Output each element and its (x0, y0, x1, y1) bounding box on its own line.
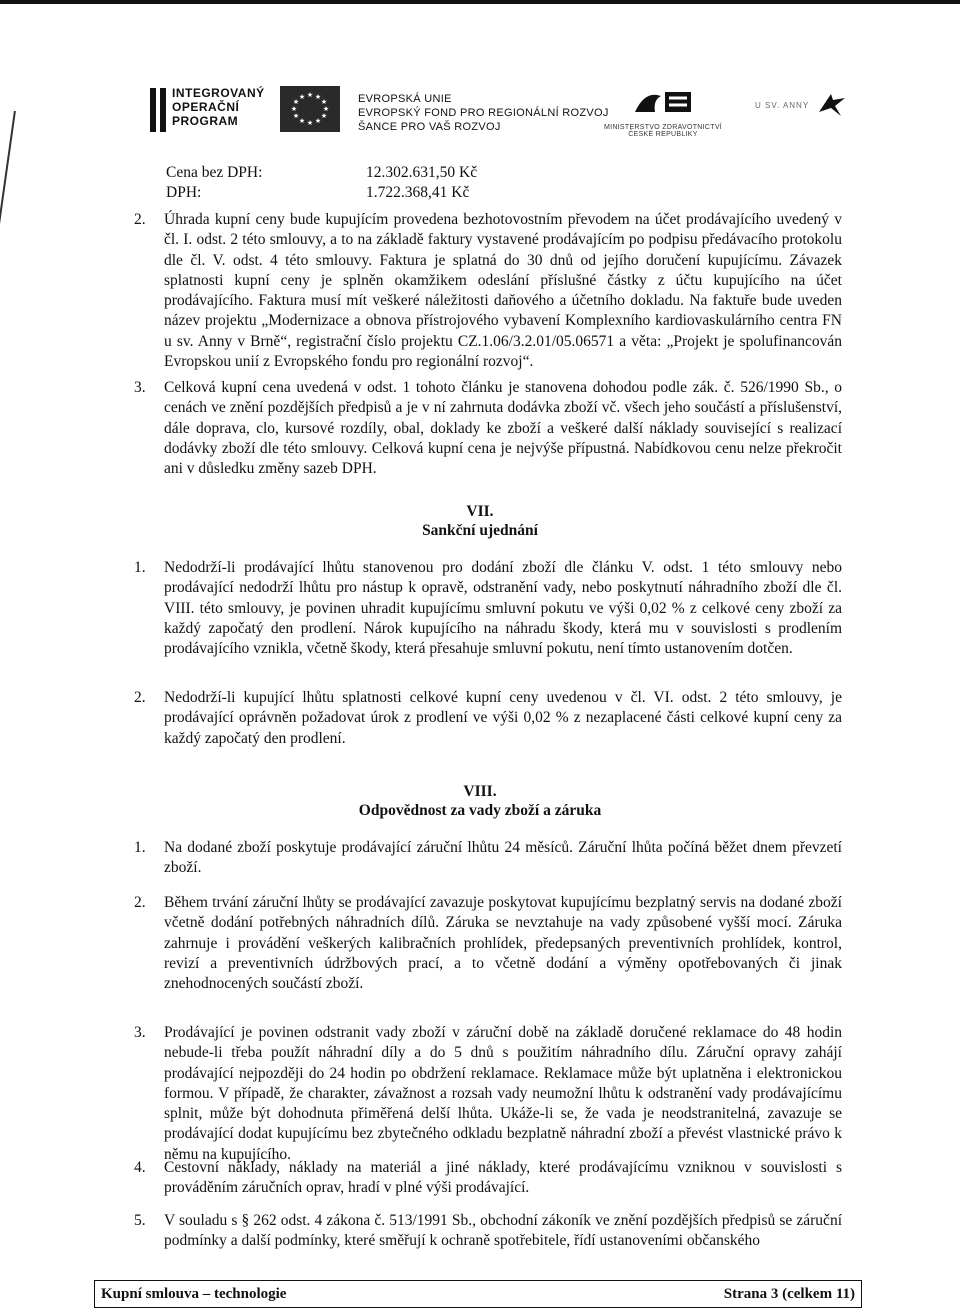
page-top-rule (0, 0, 960, 4)
paragraph-defect-repair (134, 1023, 842, 1165)
section-viii-numeral: VIII. (463, 783, 497, 800)
paragraph-penalty-seller (134, 558, 842, 659)
paragraph-number: 3. (134, 379, 146, 396)
svg-text:★: ★ (298, 93, 306, 101)
section-viii-title: Odpovědnost za vady zboží a záruka (358, 802, 602, 819)
vat-label: DPH: (166, 184, 202, 201)
svg-text:★: ★ (320, 98, 328, 106)
eu-flag-icon (280, 86, 340, 132)
paragraph-warranty-service (134, 893, 842, 994)
price-block (166, 163, 477, 203)
eu-line-3: ŠANCE PRO VAŠ ROZVOJ (358, 121, 501, 133)
paragraph-penalty-buyer (134, 688, 842, 749)
svg-text:★: ★ (314, 117, 322, 125)
paragraph-number: 2. (134, 894, 146, 911)
paragraph-total-price (134, 378, 842, 479)
ministry-emblem-icon (631, 86, 695, 124)
paragraph-text: V souladu s § 262 odst. 4 zákona č. 513/1991 Sb., obchodní zákoník ve znění pozdějších předpisů se záruční podmínky a další podmínky, které směřují k ochraně spotřebitele, řídí ustanoveními občanského (164, 1212, 842, 1250)
svg-text:★: ★ (290, 105, 298, 113)
price-row (166, 163, 477, 183)
vat-value: 1.722.368,41 Kč (366, 184, 470, 201)
paragraph-number: 3. (134, 1024, 146, 1041)
paragraph-text: Na dodané zboží poskytuje prodávající záruční lhůtu 24 měsíců. Záruční lhůta počíná běžet dnem převzetí zboží. (164, 839, 842, 877)
paragraph-travel-costs (134, 1158, 842, 1199)
paragraph-text: Nedodrží-li kupující lhůtu splatnosti celkové kupní ceny uvedenou v čl. VI. odst. 2 této smlouvy, je prodávající oprávněn požadovat úrok z prodlení ve výši 0,02 % z nezaplacené části celkové kupní ceny za každý započatý den prodlení. (164, 689, 842, 747)
iop-logo-bars (150, 88, 166, 132)
paragraph-number: 2. (134, 689, 146, 706)
ministry-line-2: ČESKÉ REPUBLIKY (628, 131, 698, 138)
paragraph-text: Během trvání záruční lhůty se prodávající zavazuje poskytovat kupujícímu bezplatný servis na dodané zboží včetně dodání potřebných náhradních dílů. Záruka se nevztahuje na vady způsobené vyšší mocí. Záruka zahrnuje i provádění veškerých kalibračních prohlídek, předepsaných preventivních prohlídek, kontrol, revizí a preventivních údržbových prací, a to včetně dodání a výměny opotřebovaných či jinak znehodnocených součástí zboží. (164, 894, 842, 993)
iop-logo (150, 86, 265, 132)
hospital-logo (755, 88, 849, 123)
ministry-logo (588, 86, 738, 138)
eu-line-2: EVROPSKÝ FOND PRO REGIONÁLNÍ ROZVOJ (358, 107, 609, 119)
paragraph-text: Prodávající je povinen odstranit vady zboží v záruční době na základě doručené reklamace do 48 hodin nebude-li třeba použít náhradní díly a do 5 dnů s použitím náhradního dílu. Záruční opravy zahájí prodávající nejpozději do 24 hodin po obdržení reklamace. Reklamace může být uplatněna i elektronickou formou. V případě, že charakter, závažnost a rozsah vady neumožní lhůtu k odstranění vady prodávajícímu splnit, může být dohodnuta přiměřená delší lhůta. Ukáže-li se, že vada je neodstranitelná, zavazuje se prodávající dodat kupujícímu bez zbytečného odkladu bezplatně náhradní zboží a převést vlastnické právo k němu na kupujícího. (164, 1024, 842, 1163)
svg-text:★: ★ (322, 105, 330, 113)
iop-line-1: INTEGROVANÝ (172, 86, 265, 100)
section-vii-title: Sankční ujednání (422, 522, 538, 539)
footer-document-title: Kupní smlouva – technologie (101, 1285, 287, 1302)
hospital-emblem-icon (815, 88, 849, 123)
svg-text:★: ★ (306, 91, 314, 99)
paragraph-text: Úhrada kupní ceny bude kupujícím provedena bezhotovostním převodem na účet prodávajícího uvedený v čl. I. odst. 2 této smlouvy, a to na základě faktury vystavené prodávajícím po podpisu předávacího protokolu dle čl. V. odst. 4 této smlouvy. Faktura je splatná do 30 dnů od jejího doručení kupujícímu. Závazek splatnosti kupní ceny je splněn okamžikem odeslání příslušné částky z účtu kupujícího na účet prodávajícího. Faktura musí mít veškeré náležitosti daňového a účetního dokladu. Na faktuře bude uveden název projektu „Modernizace a obnova přístrojového vybavení Komplexního kardiovaskulárního centra FN u sv. Anny v Brně“, registrační číslo projektu CZ.1.06/3.2.01/05.06571 a věta: „Projekt je spolufinancován Evropskou unií z Evropského fondu pro regionální rozvoj“. (164, 211, 842, 371)
section-vii-numeral: VII. (466, 503, 494, 520)
svg-text:★: ★ (292, 98, 300, 106)
hospital-logo-text: U SV. ANNY (755, 101, 810, 110)
price-label: Cena bez DPH: (166, 164, 263, 181)
paragraph-number: 5. (134, 1212, 146, 1229)
paragraph-warranty-period (134, 838, 842, 879)
iop-line-2: OPERAČNÍ (172, 100, 240, 114)
page-footer (94, 1280, 862, 1308)
eu-text-block (358, 92, 609, 134)
svg-text:★: ★ (314, 93, 322, 101)
svg-text:★: ★ (292, 112, 300, 120)
svg-text:★: ★ (306, 119, 314, 127)
ministry-line-1: MINISTERSTVO ZDRAVOTNICTVÍ (603, 124, 723, 131)
paragraph-number: 1. (134, 839, 146, 856)
scan-edge-mark (0, 111, 16, 309)
iop-line-3: PROGRAM (172, 114, 239, 128)
eu-line-1: EVROPSKÁ UNIE (358, 93, 452, 105)
svg-text:★: ★ (320, 112, 328, 120)
paragraph-number: 2. (134, 211, 146, 228)
paragraph-legal-basis (134, 1211, 842, 1252)
paragraph-number: 4. (134, 1159, 146, 1176)
svg-text:★: ★ (298, 117, 306, 125)
footer-page-number: Strana 3 (celkem 11) (723, 1285, 855, 1302)
paragraph-number: 1. (134, 559, 146, 576)
paragraph-payment (134, 210, 842, 372)
paragraph-text: Celková kupní cena uvedená v odst. 1 tohoto článku je stanovena dohodou podle zák. č. 526/1990 Sb., o cenách ve znění pozdějších předpisů a je v ní zahrnuta dodávka zboží vč. všech jeho součástí a příslušenství, dále doprava, clo, kursové rozdíly, obal, doklady ke zboží a veškeré další náklady související s realizací dodávky zboží dle této smlouvy. Celková kupní cena je nejvýše přípustná. Nabídkovou cenu nelze překročit ani v důsledku změny sazeb DPH. (164, 379, 842, 478)
price-value: 12.302.631,50 Kč (366, 164, 478, 181)
paragraph-text: Nedodrží-li prodávající lhůtu stanovenou pro dodání zboží dle článku V. odst. 1 této smlouvy nebo prodávající nedodrží lhůtu pro nástup k opravě, odstranění vady, nebo poskytnutí náhradního zboží dle čl. VIII. této smlouvy, je povinen uhradit kupujícímu smluvní pokutu ve výši 0,02 % z celkové ceny zboží za každý započatý den prodlení. Nárok kupujícího na náhradu škody, která mu v souvislosti s prodlením prodávajícího vznikla, včetně škody, která přesahuje smluvní pokutu, není tímto ustanovením dotčen. (164, 559, 842, 658)
vat-row (166, 183, 477, 203)
paragraph-text: Cestovní náklady, náklady na materiál a jiné náklady, které prodávajícímu vzniknou v souvislosti s prováděním záručních oprav, hradí v plné výši prodávající. (164, 1159, 842, 1197)
